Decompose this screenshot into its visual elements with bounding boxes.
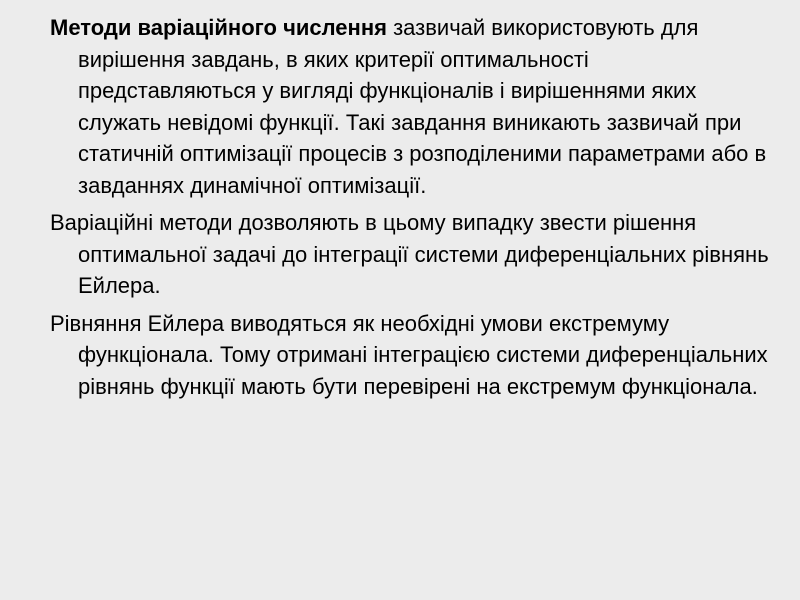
paragraph-text: Варіаційні методи дозволяють в цьому випадку звести рішення оптимальної задачі до інтеграції системи диференціальних рівнянь Ейлера. — [50, 210, 769, 298]
paragraph-text: зазвичай використовують для вирішення завдань, в яких критерії оптимальності представляються у вигляді функціоналів і вирішеннями яких служать невідомі функції. Такі завдання виникають зазвичай при статичній оптимізації процесів з розподіленими параметрами або в завданнях динамічної оптимізації. — [78, 15, 767, 198]
paragraph-variational-methods — [50, 12, 770, 201]
paragraph-bold-lead: Методи варіаційного числення — [50, 15, 387, 40]
slide-body — [50, 12, 770, 408]
paragraph-euler-equations — [50, 308, 770, 403]
paragraph-text: Рівняння Ейлера виводяться як необхідні умови екстремуму функціонала. Тому отримані інтеграцією системи диференціальних рівнянь функції мають бути перевірені на екстремум функціонала. — [50, 310, 768, 399]
paragraph-euler-integration — [50, 207, 770, 302]
